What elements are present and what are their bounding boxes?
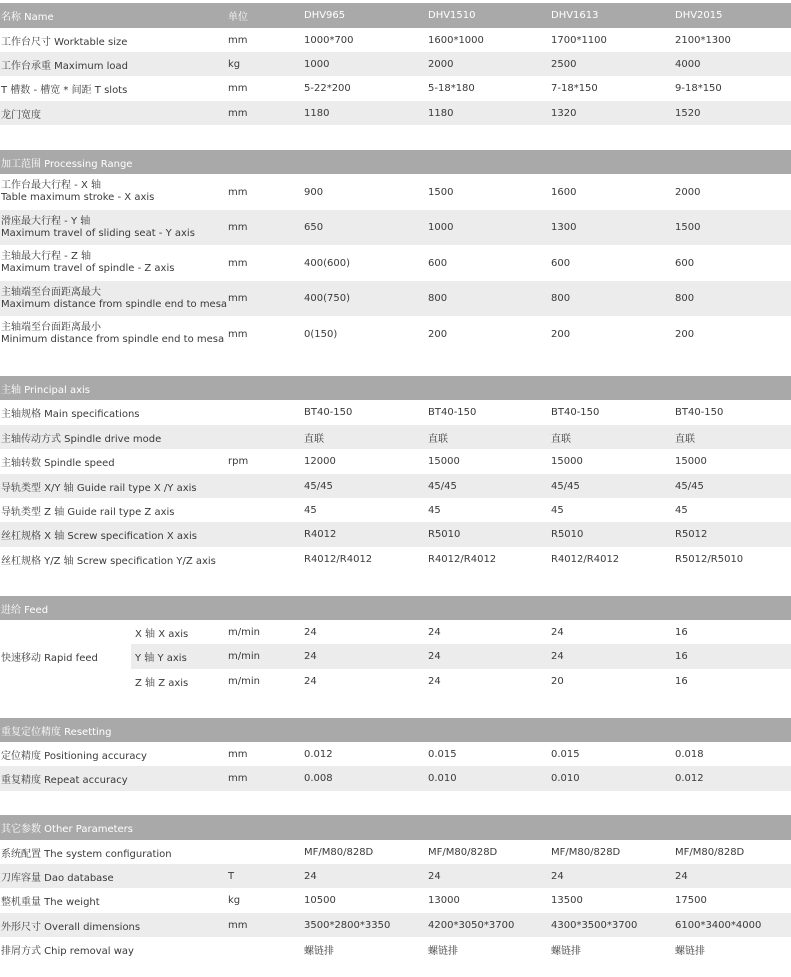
row-value: 直联 (675, 433, 695, 445)
row-value: 0.015 (551, 748, 580, 760)
row-unit: mm (228, 186, 248, 198)
row-label: 外形尺寸 Overall dimensions (1, 921, 141, 933)
row-label-en: Table maximum stroke - X axis (1, 192, 155, 203)
row-value: BT40-150 (675, 407, 724, 418)
row-value: R4012/R4012 (551, 553, 620, 565)
table-row (0, 644, 791, 669)
row-label: 工作台承重 Maximum load (1, 60, 129, 72)
row-value: R5012 (675, 529, 708, 540)
row-value: BT40-150 (304, 407, 353, 418)
row-label-cn: 主轴端至台面距离最小 (1, 322, 101, 333)
row-value: 16 (675, 626, 688, 638)
row-value: 600 (675, 257, 695, 269)
row-value: 2100*1300 (675, 34, 731, 46)
row-value: 1600 (551, 186, 577, 198)
row-value: 15000 (675, 456, 707, 467)
table-row (0, 316, 791, 352)
row-value: R4012 (304, 529, 337, 540)
row-value: R4012/R4012 (304, 553, 373, 565)
row-value: 24 (675, 870, 688, 882)
row-value: 直联 (304, 433, 324, 445)
row-value: 1320 (551, 107, 577, 119)
row-unit: m/min (228, 651, 260, 662)
row-value: 4300*3500*3700 (551, 919, 638, 931)
row-value: 1300 (551, 222, 577, 233)
row-label-cn: 主轴端至台面距离最大 (1, 286, 101, 298)
row-value: 螺链排 (551, 945, 581, 957)
table-row (0, 245, 791, 281)
row-value: 3500*2800*3350 (304, 919, 391, 931)
row-label: 丝杠规格 Y/Z 轴 Screw specification Y/Z axis (1, 555, 216, 567)
table-row (0, 76, 791, 101)
row-value: 1700*1100 (551, 34, 607, 46)
row-value: 600 (428, 257, 448, 269)
row-value: 0.018 (675, 748, 704, 760)
row-unit: T (228, 870, 235, 882)
row-value: 7-18*150 (551, 83, 598, 94)
row-value: 400(750) (304, 293, 350, 304)
column-header-model: DHV2015 (675, 10, 723, 21)
row-label: 整机重量 The weight (1, 897, 100, 908)
row-value: 1600*1000 (428, 34, 484, 46)
row-unit: kg (228, 895, 241, 906)
row-label: 导轨类型 Z 轴 Guide rail type Z axis (1, 506, 175, 518)
row-value: 0.012 (304, 748, 333, 760)
row-value: R5010 (551, 529, 584, 540)
row-unit: kg (228, 58, 241, 70)
row-value: 16 (675, 651, 688, 662)
row-value: MF/M80/828D (675, 846, 745, 858)
row-value: 900 (304, 186, 324, 198)
row-value: 200 (551, 328, 571, 340)
row-value: 24 (304, 675, 317, 687)
row-label-cn: 工作台最大行程 - X 轴 (1, 180, 101, 191)
row-value: 800 (551, 293, 571, 304)
section-title: 加工范围 Processing Range (1, 158, 133, 170)
column-header-model: DHV1613 (551, 10, 599, 21)
row-value: 1000*700 (304, 34, 354, 46)
row-unit: mm (228, 83, 248, 94)
row-value: 45/45 (551, 480, 580, 492)
row-label: 系统配置 The system configuration (1, 848, 172, 860)
row-value: 15000 (551, 456, 583, 467)
table-row (0, 864, 791, 888)
row-value: 4200*3050*3700 (428, 919, 515, 931)
row-label: 排屑方式 Chip removal way (1, 945, 134, 957)
row-unit: mm (228, 34, 248, 46)
row-value: 650 (304, 222, 324, 233)
row-value: 45 (551, 504, 564, 516)
row-label: 定位精度 Positioning accuracy (1, 750, 147, 762)
row-value: 24 (304, 651, 317, 662)
row-unit: m/min (228, 626, 260, 638)
row-label-en: Maximum travel of sliding seat - Y axis (1, 227, 195, 239)
row-value: 20 (551, 675, 564, 687)
row-value: 600 (551, 257, 571, 269)
row-unit: mm (228, 328, 248, 340)
row-value: 200 (428, 328, 448, 340)
row-value: 15000 (428, 456, 460, 467)
row-value: 0.008 (304, 773, 333, 784)
row-label-en: Maximum distance from spindle end to mesa (1, 298, 228, 310)
row-unit: mm (228, 748, 248, 760)
row-value: 400(600) (304, 257, 350, 269)
row-label: 刀库容量 Dao database (1, 872, 114, 884)
row-unit: mm (228, 293, 248, 304)
row-label (1, 281, 227, 316)
feed-axis-label: X 轴 X axis (135, 628, 189, 640)
row-label: 龙门宽度 (1, 109, 41, 121)
row-value: 0.010 (428, 773, 457, 784)
row-value: MF/M80/828D (304, 846, 374, 858)
row-label (1, 210, 195, 245)
row-unit: mm (228, 257, 248, 269)
row-value: 17500 (675, 895, 707, 906)
row-label: 主轴规格 Main specifications (1, 409, 140, 420)
feed-axis-label: Z 轴 Z axis (135, 677, 189, 689)
row-value: 1520 (675, 107, 701, 119)
row-unit: mm (228, 107, 248, 119)
row-label-en: Maximum travel of spindle - Z axis (1, 263, 175, 274)
row-value: 1180 (428, 107, 454, 119)
table-row (0, 174, 791, 210)
row-value: 800 (428, 293, 448, 304)
row-label (1, 174, 154, 210)
row-value: 24 (304, 626, 317, 638)
row-label: 主轴传动方式 Spindle drive mode (1, 433, 162, 445)
row-label (1, 245, 174, 281)
row-value: 24 (428, 626, 441, 638)
row-value: 24 (304, 870, 317, 882)
table-row (0, 840, 791, 864)
row-value: BT40-150 (551, 407, 600, 418)
row-label: 丝杠规格 X 轴 Screw specification X axis (1, 531, 197, 542)
row-unit: mm (228, 773, 248, 784)
table-row (0, 498, 791, 522)
section-title: 主轴 Principal axis (1, 384, 91, 396)
row-unit: mm (228, 919, 248, 931)
row-unit: m/min (228, 675, 260, 687)
row-label: 重复精度 Repeat accuracy (1, 775, 128, 786)
row-label (1, 316, 224, 352)
row-value: 螺链排 (675, 945, 705, 957)
row-value: 24 (428, 675, 441, 687)
row-value: R5012/R5010 (675, 553, 744, 565)
row-value: 1180 (304, 107, 330, 119)
section-header-resetting (0, 718, 791, 742)
table-row (0, 766, 791, 791)
section-title: 重复定位精度 Resetting (1, 726, 112, 738)
section-header-feed (0, 596, 791, 620)
table-row (0, 669, 791, 693)
row-value: MF/M80/828D (551, 846, 621, 858)
row-value: 800 (675, 293, 695, 304)
row-label-cn: 滑座最大行程 - Y 轴 (1, 215, 91, 227)
row-value: R5010 (428, 529, 461, 540)
section-title: 其它参数 Other Parameters (1, 824, 133, 835)
table-row (0, 400, 791, 425)
row-value: 螺链排 (428, 945, 458, 957)
row-label: 导轨类型 X/Y 轴 Guide rail type X /Y axis (1, 482, 197, 494)
row-value: 2000 (428, 58, 454, 70)
row-value: 12000 (304, 456, 336, 467)
row-value: 直联 (551, 433, 571, 445)
row-value: 45/45 (675, 480, 704, 492)
table-row (0, 937, 791, 961)
row-value: 1500 (675, 222, 701, 233)
column-header-model: DHV1510 (428, 10, 476, 21)
row-unit: mm (228, 222, 248, 233)
table-row (0, 474, 791, 498)
row-value: 45/45 (304, 480, 333, 492)
row-unit: rpm (228, 456, 249, 467)
row-value: 2000 (675, 186, 701, 198)
column-header-model: DHV965 (304, 10, 346, 21)
section-title: 进给 Feed (1, 604, 49, 616)
row-value: 0.012 (675, 773, 704, 784)
row-value: 4000 (675, 58, 701, 70)
table-row (0, 888, 791, 913)
row-value: 1500 (428, 186, 454, 198)
feed-axis-label: Y 轴 Y axis (135, 653, 187, 664)
row-value: 45 (675, 504, 688, 516)
row-value: 16 (675, 675, 688, 687)
table-row (0, 281, 791, 316)
row-value: 45/45 (428, 480, 457, 492)
row-value: 24 (428, 651, 441, 662)
table-row (0, 210, 791, 245)
feed-group-label: 快速移动 Rapid feed (1, 653, 98, 664)
row-value: 45 (428, 504, 441, 516)
row-value: 2500 (551, 58, 577, 70)
row-value: R4012/R4012 (428, 553, 497, 565)
row-value: 6100*3400*4000 (675, 919, 762, 931)
row-value: 24 (551, 870, 564, 882)
row-value: 0(150) (304, 328, 338, 340)
table-row (0, 28, 791, 52)
table-row (0, 620, 791, 644)
row-label: 主轴转数 Spindle speed (1, 458, 115, 469)
row-value: 5-18*180 (428, 83, 475, 94)
row-value: 45 (304, 504, 317, 516)
table-row (0, 742, 791, 766)
row-value: 0.010 (551, 773, 580, 784)
table-row (0, 913, 791, 937)
row-value: 13000 (428, 895, 460, 906)
row-value: 5-22*200 (304, 83, 351, 94)
row-value: 200 (675, 328, 695, 340)
column-header-unit: 单位 (228, 12, 248, 23)
row-value: 24 (551, 651, 564, 662)
row-value: 10500 (304, 895, 336, 906)
section-header-principal (0, 376, 791, 400)
table-row (0, 547, 791, 571)
table-row (0, 52, 791, 76)
row-value: 13500 (551, 895, 583, 906)
row-value: 螺链排 (304, 945, 334, 957)
row-value: BT40-150 (428, 407, 477, 418)
row-value: 1000 (428, 222, 454, 233)
row-value: 1000 (304, 58, 330, 70)
section-header-other (0, 815, 791, 840)
row-value: 直联 (428, 433, 448, 445)
table-row (0, 522, 791, 547)
row-label-en: Minimum distance from spindle end to mesa (1, 334, 225, 345)
column-header-name: 名称 Name (1, 12, 54, 23)
row-value: MF/M80/828D (428, 846, 498, 858)
row-value: 24 (428, 870, 441, 882)
table-row (0, 449, 791, 474)
row-label-cn: 主轴最大行程 - Z 轴 (1, 251, 91, 262)
table-header-row (0, 3, 791, 28)
row-label: 工作台尺寸 Worktable size (1, 36, 128, 48)
row-value: 24 (551, 626, 564, 638)
section-header-processing (0, 150, 791, 174)
row-value: 9-18*150 (675, 83, 722, 94)
row-label: T 槽数 - 槽宽 * 间距 T slots (1, 85, 128, 96)
table-row (0, 101, 791, 125)
table-row (0, 425, 791, 449)
row-value: 0.015 (428, 748, 457, 760)
